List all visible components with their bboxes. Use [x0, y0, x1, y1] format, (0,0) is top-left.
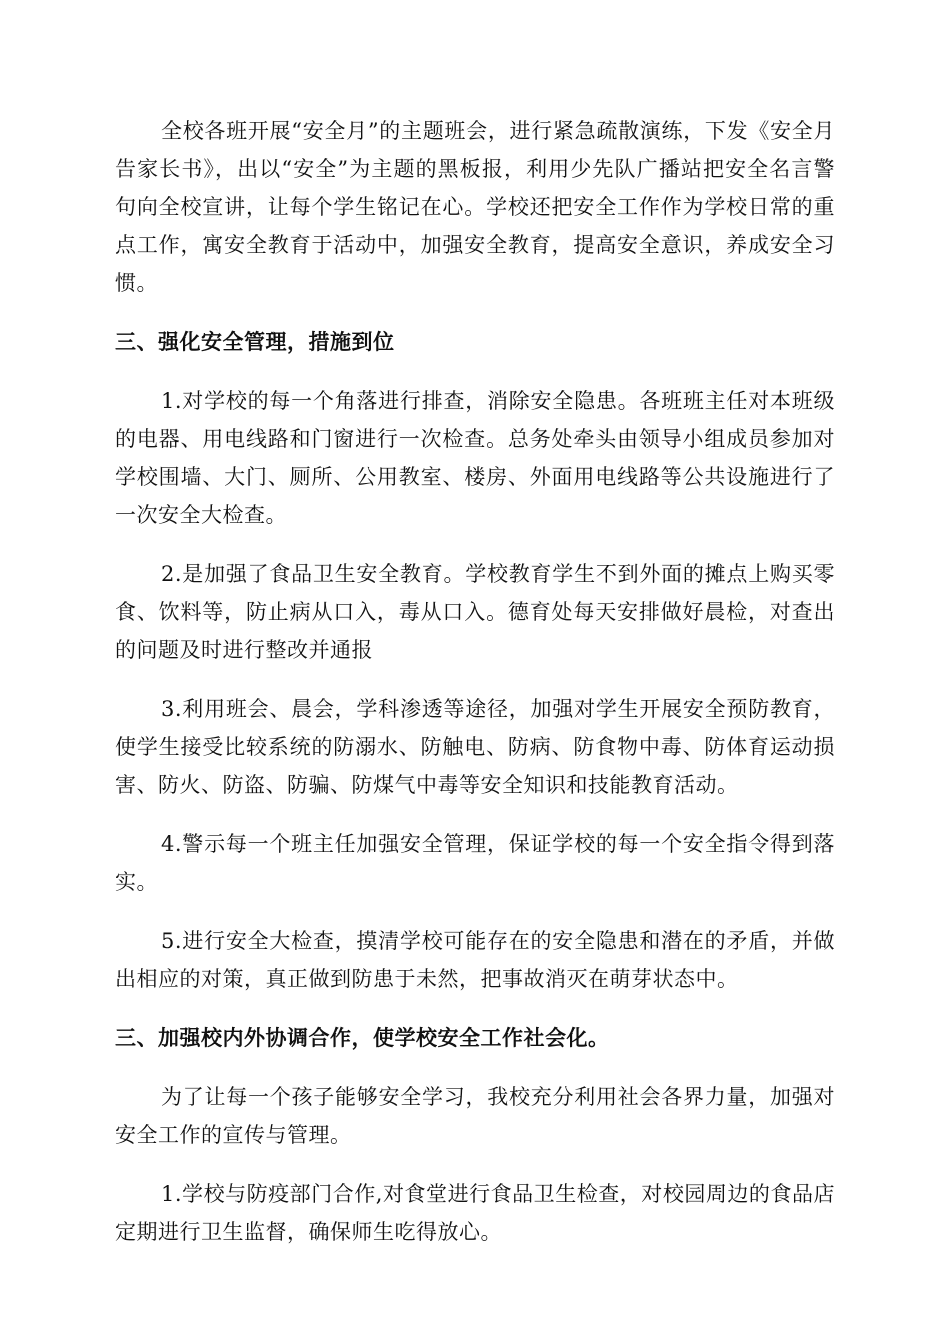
paragraph-cooperation-item-1: 1.学校与防疫部门合作,对食堂进行食品卫生检查，对校园周边的食品店定期进行卫生监督，确保师生吃得放心。 [115, 1182, 835, 1244]
paragraph-item-3-prevention-education: 3.利用班会、晨会，学科渗透等途径，加强对学生开展安全预防教育，使学生接受比较系统的防溺水、防触电、防病、防食物中毒、防体育运动损害、防火、防盗、防骗、防煤气中毒等安全知识和技能教育活动。 [115, 697, 835, 797]
document-page [115, 112, 835, 1272]
paragraph-item-4-teacher-management: 4.警示每一个班主任加强安全管理，保证学校的每一个安全指令得到落实。 [115, 832, 835, 894]
paragraph-cooperation-intro: 为了让每一个孩子能够安全学习，我校充分利用社会各界力量，加强对安全工作的宣传与管理。 [115, 1085, 835, 1147]
section-heading-cooperation: 三、加强校内外协调合作，使学校安全工作社会化。 [115, 1026, 610, 1050]
paragraph-item-1-inspection: 1.对学校的每一个角落进行排查，消除安全隐患。各班班主任对本班级的电器、用电线路和门窗进行一次检查。总务处牵头由领导小组成员参加对学校围墙、大门、厕所、公用教室、楼房、外面用电线路等公共设施进行了一次安全大检查。 [115, 389, 835, 527]
paragraph-item-2-food-safety: 2.是加强了食品卫生安全教育。学校教育学生不到外面的摊点上购买零食、饮料等，防止病从口入，毒从口入。德育处每天安排做好晨检，对查出的问题及时进行整改并通报 [115, 562, 835, 662]
paragraph-safety-month: 全校各班开展“安全月”的主题班会，进行紧急疏散演练，下发《安全月告家长书》，出以“安全”为主题的黑板报，利用少先队广播站把安全名言警句向全校宣讲，让每个学生铭记在心。学校还把安全工作作为学校日常的重点工作，寓安全教育于活动中，加强安全教育，提高安全意识，养成安全习惯。 [115, 119, 835, 295]
section-heading-safety-management: 三、强化安全管理，措施到位 [115, 330, 395, 354]
paragraph-item-5-major-inspection: 5.进行安全大检查，摸清学校可能存在的安全隐患和潜在的矛盾，并做出相应的对策，真正做到防患于未然，把事故消灭在萌芽状态中。 [115, 929, 835, 991]
